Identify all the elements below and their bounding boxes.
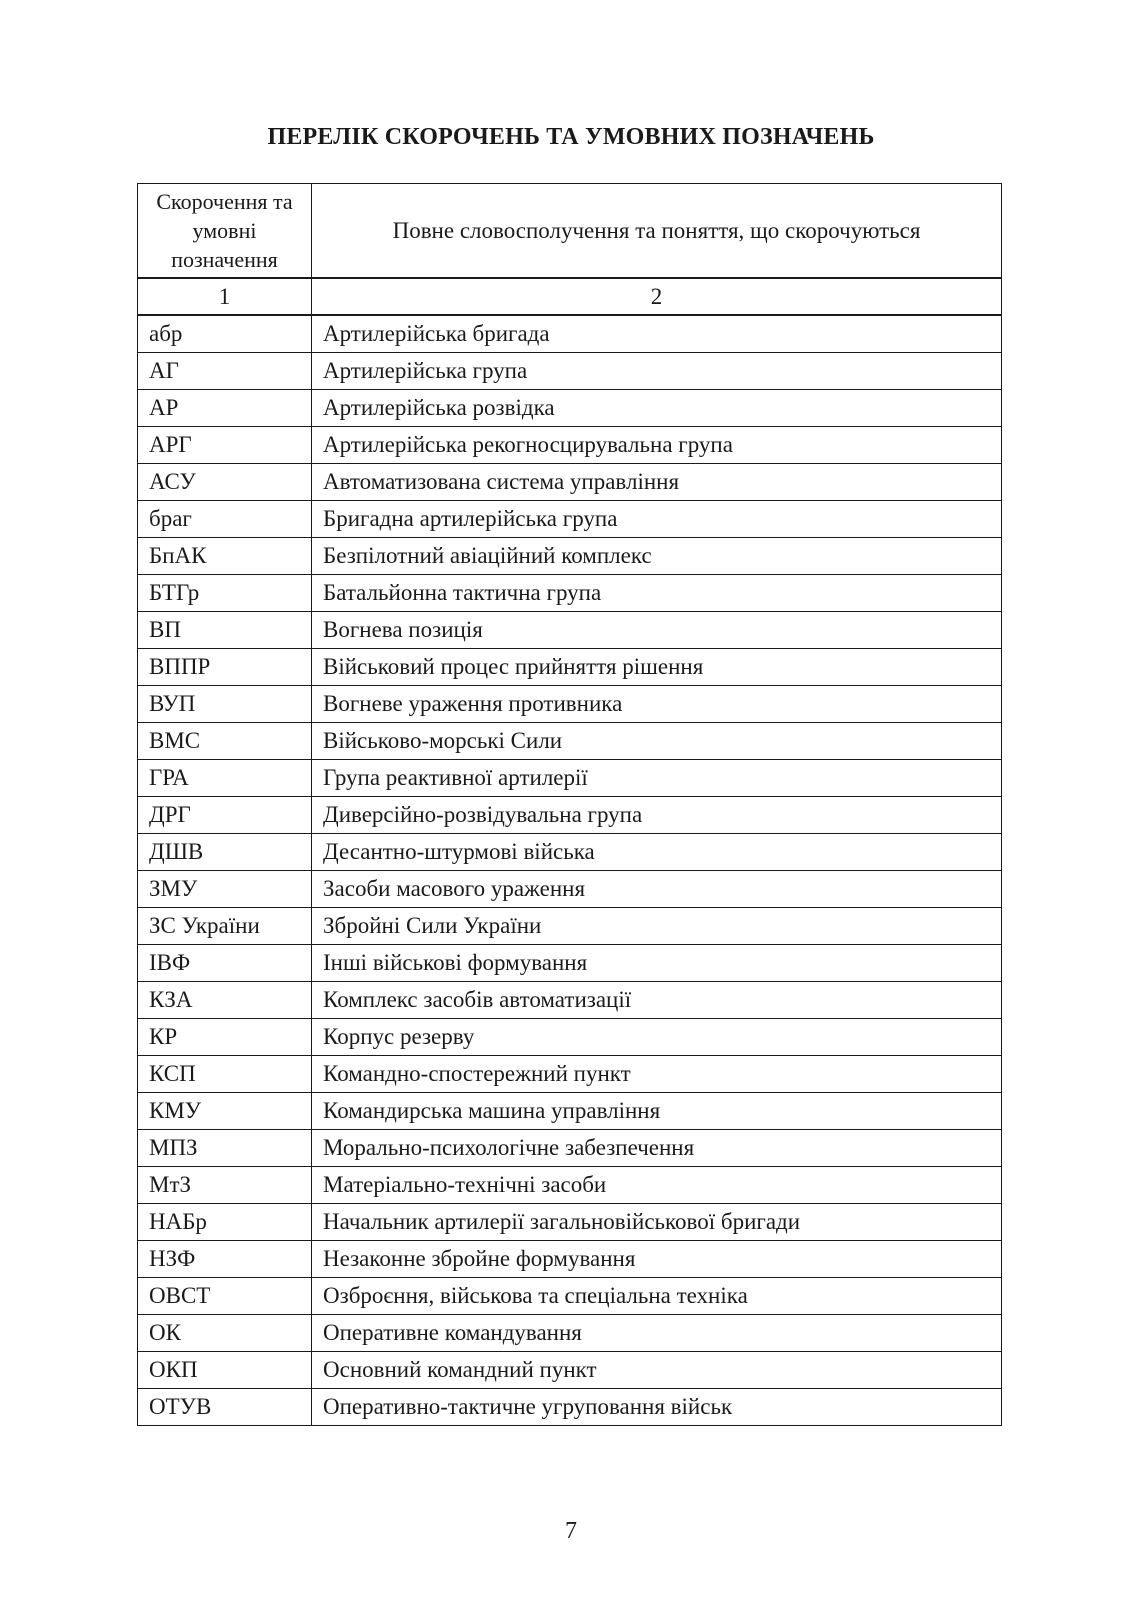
table-row bbox=[138, 945, 1002, 982]
full-term-cell: Збройні Сили України bbox=[312, 908, 1002, 945]
table-row bbox=[138, 1315, 1002, 1352]
table-row bbox=[138, 1389, 1002, 1426]
full-term-cell: Комплекс засобів автоматизації bbox=[312, 982, 1002, 1019]
full-term-cell: Незаконне збройне формування bbox=[312, 1241, 1002, 1278]
full-term-cell: Група реактивної артилерії bbox=[312, 760, 1002, 797]
full-term-cell: Артилерійська рекогносцирувальна група bbox=[312, 427, 1002, 464]
abbreviation-cell: АР bbox=[138, 390, 312, 427]
table-row bbox=[138, 686, 1002, 723]
column-number-row bbox=[138, 278, 1002, 315]
table-row bbox=[138, 464, 1002, 501]
abbreviation-cell: абр bbox=[138, 315, 312, 353]
abbreviation-cell: браг bbox=[138, 501, 312, 538]
table-row bbox=[138, 390, 1002, 427]
table-row bbox=[138, 1241, 1002, 1278]
full-term-cell: Бригадна артилерійська група bbox=[312, 501, 1002, 538]
abbreviation-cell: ОТУВ bbox=[138, 1389, 312, 1426]
abbreviation-cell: АГ bbox=[138, 353, 312, 390]
full-term-cell: Основний командний пункт bbox=[312, 1352, 1002, 1389]
full-term-cell: Матеріально-технічні засоби bbox=[312, 1167, 1002, 1204]
table-row bbox=[138, 1204, 1002, 1241]
abbreviation-cell: ОК bbox=[138, 1315, 312, 1352]
full-term-cell: Озброєння, військова та спеціальна техніка bbox=[312, 1278, 1002, 1315]
abbreviation-cell: КМУ bbox=[138, 1093, 312, 1130]
table-row bbox=[138, 649, 1002, 686]
table-row bbox=[138, 908, 1002, 945]
full-term-cell: Диверсійно-розвідувальна група bbox=[312, 797, 1002, 834]
abbreviation-cell: ВП bbox=[138, 612, 312, 649]
abbreviation-cell: ОКП bbox=[138, 1352, 312, 1389]
full-term-cell: Батальйонна тактична група bbox=[312, 575, 1002, 612]
full-term-cell: Оперативно-тактичне угруповання військ bbox=[312, 1389, 1002, 1426]
table-row bbox=[138, 797, 1002, 834]
full-term-cell: Артилерійська група bbox=[312, 353, 1002, 390]
full-term-cell: Вогнева позиція bbox=[312, 612, 1002, 649]
abbreviation-cell: ЗС України bbox=[138, 908, 312, 945]
table-row bbox=[138, 1278, 1002, 1315]
full-term-cell: Артилерійська розвідка bbox=[312, 390, 1002, 427]
full-term-cell: Артилерійська бригада bbox=[312, 315, 1002, 353]
abbreviation-cell: ІВФ bbox=[138, 945, 312, 982]
table-row bbox=[138, 315, 1002, 353]
table-row bbox=[138, 1167, 1002, 1204]
abbreviation-cell: ЗМУ bbox=[138, 871, 312, 908]
table-row bbox=[138, 501, 1002, 538]
full-term-cell: Вогневе ураження противника bbox=[312, 686, 1002, 723]
abbreviation-cell: ВППР bbox=[138, 649, 312, 686]
table-row bbox=[138, 1130, 1002, 1167]
abbreviation-cell: КР bbox=[138, 1019, 312, 1056]
table-row bbox=[138, 353, 1002, 390]
abbreviation-cell: БпАК bbox=[138, 538, 312, 575]
full-term-cell: Морально-психологічне забезпечення bbox=[312, 1130, 1002, 1167]
page-title: ПЕРЕЛІК СКОРОЧЕНЬ ТА УМОВНИХ ПОЗНАЧЕНЬ bbox=[267, 124, 875, 150]
table-row bbox=[138, 575, 1002, 612]
table-row bbox=[138, 538, 1002, 575]
abbreviation-cell: КЗА bbox=[138, 982, 312, 1019]
abbreviation-cell: ВМС bbox=[138, 723, 312, 760]
full-term-cell: Командирська машина управління bbox=[312, 1093, 1002, 1130]
abbreviation-cell: ОВСТ bbox=[138, 1278, 312, 1315]
table-row bbox=[138, 1019, 1002, 1056]
table-row bbox=[138, 1352, 1002, 1389]
abbreviation-cell: МПЗ bbox=[138, 1130, 312, 1167]
full-term-cell: Начальник артилерії загальновійськової бригади bbox=[312, 1204, 1002, 1241]
full-term-cell: Безпілотний авіаційний комплекс bbox=[312, 538, 1002, 575]
table-row bbox=[138, 871, 1002, 908]
table-row bbox=[138, 427, 1002, 464]
abbreviation-cell: ГРА bbox=[138, 760, 312, 797]
page-number: 7 bbox=[565, 1518, 577, 1544]
table-row bbox=[138, 612, 1002, 649]
table-header-row bbox=[138, 184, 1002, 279]
column-number-2: 2 bbox=[312, 278, 1002, 315]
abbreviation-cell: ДРГ bbox=[138, 797, 312, 834]
abbreviations-table bbox=[137, 183, 1002, 1426]
abbreviation-cell: АРГ bbox=[138, 427, 312, 464]
abbreviation-cell: КСП bbox=[138, 1056, 312, 1093]
abbreviation-cell: ВУП bbox=[138, 686, 312, 723]
abbreviation-cell: НЗФ bbox=[138, 1241, 312, 1278]
table-row bbox=[138, 1056, 1002, 1093]
full-term-cell: Автоматизована система управління bbox=[312, 464, 1002, 501]
table-row bbox=[138, 982, 1002, 1019]
header-full-term: Повне словосполучення та поняття, що скорочуються bbox=[312, 184, 1002, 279]
column-number-1: 1 bbox=[138, 278, 312, 315]
full-term-cell: Оперативне командування bbox=[312, 1315, 1002, 1352]
full-term-cell: Корпус резерву bbox=[312, 1019, 1002, 1056]
abbreviation-cell: НАБр bbox=[138, 1204, 312, 1241]
abbreviation-cell: БТГр bbox=[138, 575, 312, 612]
table-body bbox=[138, 315, 1002, 1426]
table-row bbox=[138, 834, 1002, 871]
abbreviation-cell: ДШВ bbox=[138, 834, 312, 871]
table-row bbox=[138, 723, 1002, 760]
abbreviation-cell: МтЗ bbox=[138, 1167, 312, 1204]
header-abbreviation: Скорочення та умовні позначення bbox=[138, 184, 312, 279]
table-row bbox=[138, 760, 1002, 797]
full-term-cell: Військовий процес прийняття рішення bbox=[312, 649, 1002, 686]
full-term-cell: Військово-морські Сили bbox=[312, 723, 1002, 760]
full-term-cell: Засоби масового ураження bbox=[312, 871, 1002, 908]
table-row bbox=[138, 1093, 1002, 1130]
full-term-cell: Командно-спостережний пункт bbox=[312, 1056, 1002, 1093]
full-term-cell: Інші військові формування bbox=[312, 945, 1002, 982]
abbreviation-cell: АСУ bbox=[138, 464, 312, 501]
full-term-cell: Десантно-штурмові війська bbox=[312, 834, 1002, 871]
